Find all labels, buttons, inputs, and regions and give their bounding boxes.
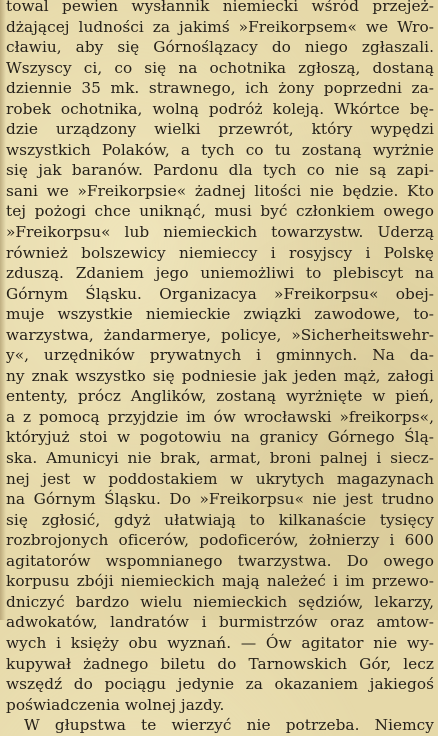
- article-line: tej pożogi chce uniknąć, musi być członkiem owego: [6, 202, 434, 221]
- article-line: muje wszystkie niemieckie związki zawodowe, to-: [6, 305, 434, 324]
- article-line: y«, urzędników prywatnych i gminnych. Na da-: [6, 346, 434, 365]
- article-line: się jak baranów. Pardonu dla tych co nie są zapi-: [6, 161, 434, 180]
- article-line: warzystwa, żandarmerye, policye, »Sicherheitswehr-: [6, 325, 434, 344]
- article-line: na Górnym Śląsku. Do »Freikorpsu« nie jest trudno: [6, 490, 434, 509]
- article-line: agitatorów wspomnianego twarzystwa. Do owego: [6, 551, 434, 570]
- article-line: ententy, prócz Anglików, zostaną wyrżnięte w pień,: [6, 387, 434, 406]
- article-line: nej jest w poddostakiem w ukrytych magazynach: [6, 469, 434, 488]
- article-line: robek ochotnika, wolną podróż koleją. Wkórtce bę-: [6, 99, 434, 118]
- article-line: wych i księży obu wyznań. — Ów agitator nie wy-: [6, 633, 434, 652]
- article-line: Wszyscy ci, co się na ochotnika zgłoszą, dostaną: [6, 58, 434, 77]
- article-line: wszędź do pociągu jedynie za okazaniem jakiegoś: [6, 675, 434, 694]
- article-line: rozbrojonych oficerów, podoficerów, żołnierzy i 600: [6, 531, 434, 550]
- article-line: towal pewien wysłannik niemiecki wśród przejeż-: [6, 0, 434, 15]
- article-line: ska. Amunicyi nie brak, armat, broni palnej i siecz-: [6, 449, 434, 468]
- article-line: dzie urządzony wielki przewrót, który wypędzi: [6, 120, 434, 139]
- article-line: korpusu zbóji niemieckich mają należeć i im przewo-: [6, 572, 434, 591]
- article-line: również bolszewicy niemieccy i rosyjscy i Polskę: [6, 243, 434, 262]
- article-line: »Freikorpsu« lub niemieckich towarzystw. Uderzą: [6, 223, 434, 242]
- article-line: Górnym Śląsku. Organizacya »Freikorpsu« obej-: [6, 284, 434, 303]
- article-line: się zgłosić, gdyż ułatwiają to kilkanaście tysięcy: [6, 510, 434, 529]
- article-line: adwokatów, landratów i burmistrzów oraz amtow-: [6, 613, 434, 632]
- article-line: dniczyć bardzo wielu niemieckich sędziów, lekarzy,: [6, 592, 434, 611]
- article-column: [6, 0, 434, 736]
- article-line: ny znak wszystko się podniesie jak jeden mąż, załogi: [6, 366, 434, 385]
- article-line: poświadczenia wolnej jazdy.: [6, 695, 225, 714]
- article-line: któryjuż stoi w pogotowiu na granicy Górnego Ślą-: [6, 428, 434, 447]
- article-line: wszystkich Polaków, a tych co tu zostaną wyrżnie: [6, 140, 434, 159]
- article-line: dziennie 35 mk. strawnego, ich żony poprzedni za-: [6, 79, 434, 98]
- article-line: zduszą. Zdaniem jego uniemożliwi to plebiscyt na: [6, 264, 434, 283]
- article-line: sani we »Freikorpsie« żadnej litości nie będzie. Kto: [6, 181, 434, 200]
- article-line: cławiu, aby się Górnoślązacy do niego zgłaszali.: [6, 38, 434, 57]
- article-line: dżającej ludności za jakimś »Freikorpsem« we Wro-: [6, 17, 434, 36]
- article-line: a z pomocą przyjdzie im ów wrocławski »freikorps«,: [6, 407, 434, 426]
- article-line: W głupstwa te wierzyć nie potrzeba. Niemcy: [24, 716, 434, 735]
- article-line: kupywał żadnego biletu do Tarnowskich Gór, lecz: [6, 654, 434, 673]
